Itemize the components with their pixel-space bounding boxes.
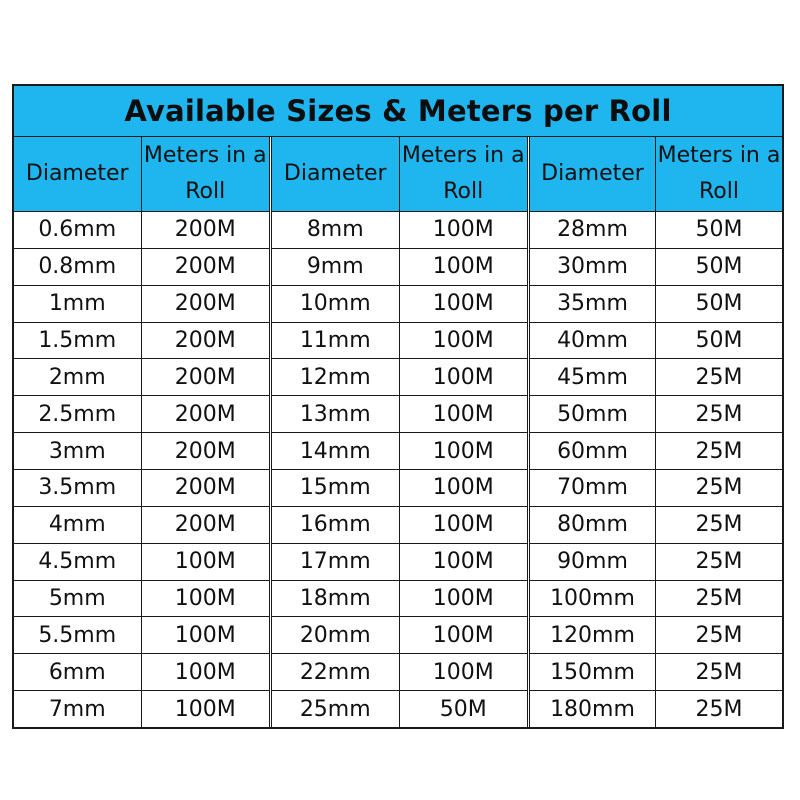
meters-cell: 100M (432, 438, 494, 464)
diameter-cell: 15mm (272, 470, 400, 506)
column-group-3 (527, 137, 782, 727)
diameter-cell: 8mm (272, 212, 400, 248)
table-row (14, 581, 269, 618)
diameter-cell: 180mm (530, 691, 656, 727)
meters-cell: 200M (174, 438, 236, 464)
diameter-cell: 2mm (14, 359, 142, 395)
meters-cell: 25M (695, 438, 743, 464)
meters-cell: 100M (174, 659, 236, 685)
diameter-cell: 25mm (272, 691, 400, 727)
table-row (14, 433, 269, 470)
meters-cell: 100M (174, 549, 236, 575)
table-row (14, 323, 269, 360)
meters-cell: 100M (432, 364, 494, 390)
header-diameter: Diameter (272, 137, 400, 211)
table-row (272, 654, 527, 691)
table-row (272, 507, 527, 544)
header-diameter: Diameter (530, 137, 656, 211)
table-row (272, 691, 527, 727)
table-row (530, 654, 782, 691)
diameter-cell: 20mm (272, 617, 400, 653)
meters-cell: 25M (695, 659, 743, 685)
column-group-1 (14, 137, 269, 727)
header-meters: Meters in a Roll (657, 143, 781, 204)
meters-cell: 25M (695, 696, 743, 722)
diameter-cell: 11mm (272, 323, 400, 359)
meters-cell: 100M (432, 512, 494, 538)
header-row (530, 137, 782, 212)
diameter-cell: 0.6mm (14, 212, 142, 248)
meters-cell: 100M (174, 622, 236, 648)
table-row (530, 581, 782, 618)
header-diameter: Diameter (14, 137, 142, 211)
table-row (530, 359, 782, 396)
table-row (14, 470, 269, 507)
table-row (530, 617, 782, 654)
diameter-cell: 3mm (14, 433, 142, 469)
table-row (530, 323, 782, 360)
diameter-cell: 150mm (530, 654, 656, 690)
meters-cell: 200M (174, 328, 236, 353)
table-row (272, 212, 527, 249)
diameter-cell: 35mm (530, 286, 656, 322)
diameter-cell: 50mm (530, 396, 656, 432)
diameter-cell: 90mm (530, 544, 656, 580)
table-row (272, 359, 527, 396)
table-row (272, 396, 527, 433)
meters-cell: 200M (174, 475, 236, 501)
meters-cell: 25M (695, 401, 743, 427)
table-row (272, 544, 527, 581)
table-row (272, 249, 527, 286)
meters-cell: 25M (695, 475, 743, 501)
diameter-cell: 1.5mm (14, 323, 142, 359)
diameter-cell: 17mm (272, 544, 400, 580)
diameter-cell: 100mm (530, 581, 656, 617)
diameter-cell: 7mm (14, 691, 142, 727)
diameter-cell: 28mm (530, 212, 656, 248)
table-row (530, 470, 782, 507)
table-row (14, 691, 269, 727)
sizes-table (12, 84, 784, 729)
diameter-cell: 30mm (530, 249, 656, 285)
meters-cell: 100M (432, 217, 494, 243)
table-row (530, 507, 782, 544)
meters-cell: 50M (695, 217, 743, 243)
diameter-cell: 9mm (272, 249, 400, 285)
table-row (14, 359, 269, 396)
meters-cell: 100M (432, 254, 494, 280)
table-title: Available Sizes & Meters per Roll (14, 86, 782, 137)
table-row (272, 323, 527, 360)
meters-cell: 100M (432, 401, 494, 427)
diameter-cell: 60mm (530, 433, 656, 469)
table-row (14, 617, 269, 654)
table-row (14, 212, 269, 249)
diameter-cell: 0.8mm (14, 249, 142, 285)
diameter-cell: 2.5mm (14, 396, 142, 432)
table-row (530, 286, 782, 323)
diameter-cell: 45mm (530, 359, 656, 395)
diameter-cell: 5.5mm (14, 617, 142, 653)
diameter-cell: 13mm (272, 396, 400, 432)
meters-cell: 200M (174, 512, 236, 538)
table-row (14, 544, 269, 581)
table-row (14, 507, 269, 544)
column-group-2 (269, 137, 527, 727)
meters-cell: 50M (695, 291, 743, 317)
table-row (530, 544, 782, 581)
meters-cell: 200M (174, 217, 236, 243)
table-row (14, 249, 269, 286)
diameter-cell: 40mm (530, 323, 656, 359)
table-row (530, 691, 782, 727)
meters-cell: 25M (695, 364, 743, 390)
diameter-cell: 3.5mm (14, 470, 142, 506)
meters-cell: 50M (695, 254, 743, 280)
meters-cell: 100M (432, 291, 494, 317)
meters-cell: 100M (432, 586, 494, 612)
meters-cell: 100M (432, 475, 494, 501)
meters-cell: 100M (174, 586, 236, 612)
diameter-cell: 14mm (272, 433, 400, 469)
table-row (272, 617, 527, 654)
meters-cell: 25M (695, 549, 743, 575)
diameter-cell: 4.5mm (14, 544, 142, 580)
header-row (14, 137, 269, 212)
meters-cell: 25M (695, 622, 743, 648)
table-row (272, 581, 527, 618)
table-row (14, 286, 269, 323)
diameter-cell: 70mm (530, 470, 656, 506)
table-row (14, 396, 269, 433)
table-row (272, 433, 527, 470)
meters-cell: 200M (174, 364, 236, 390)
diameter-cell: 22mm (272, 654, 400, 690)
table-row (14, 654, 269, 691)
diameter-cell: 10mm (272, 286, 400, 322)
meters-cell: 25M (695, 512, 743, 538)
table-row (530, 212, 782, 249)
header-row (272, 137, 527, 212)
meters-cell: 200M (174, 254, 236, 280)
diameter-cell: 16mm (272, 507, 400, 543)
diameter-cell: 4mm (14, 507, 142, 543)
meters-cell: 100M (432, 622, 494, 648)
meters-cell: 100M (432, 328, 494, 353)
table-groups (14, 137, 782, 727)
meters-cell: 100M (174, 696, 236, 722)
diameter-cell: 1mm (14, 286, 142, 322)
meters-cell: 50M (695, 328, 743, 353)
diameter-cell: 6mm (14, 654, 142, 690)
diameter-cell: 18mm (272, 581, 400, 617)
diameter-cell: 5mm (14, 581, 142, 617)
table-row (272, 470, 527, 507)
diameter-cell: 80mm (530, 507, 656, 543)
diameter-cell: 120mm (530, 617, 656, 653)
table-row (272, 286, 527, 323)
meters-cell: 200M (174, 291, 236, 317)
table-row (530, 433, 782, 470)
diameter-cell: 12mm (272, 359, 400, 395)
meters-cell: 100M (432, 549, 494, 575)
header-meters: Meters in a Roll (143, 143, 267, 204)
meters-cell: 50M (439, 696, 487, 722)
meters-cell: 200M (174, 401, 236, 427)
header-meters: Meters in a Roll (401, 143, 525, 204)
meters-cell: 25M (695, 586, 743, 612)
table-row (530, 396, 782, 433)
table-row (530, 249, 782, 286)
meters-cell: 100M (432, 659, 494, 685)
